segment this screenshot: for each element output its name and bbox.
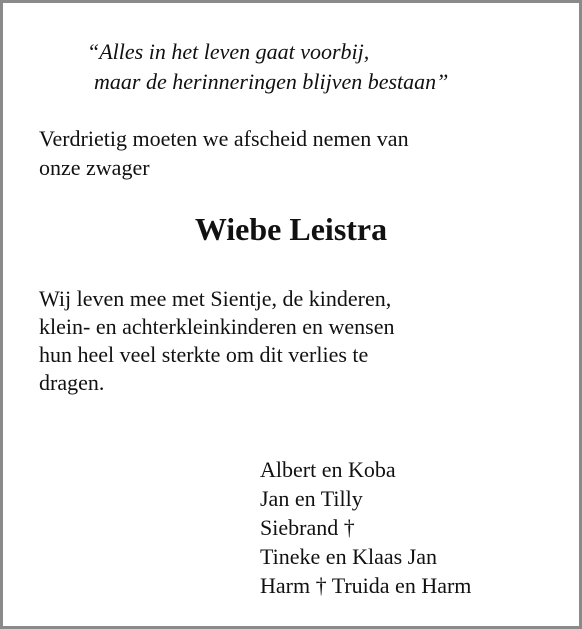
signer: Albert en Koba [260,457,396,482]
deceased-name: Wiebe Leistra [194,211,388,247]
message-line: Wij leven mee met Sientje, de kinderen, [39,286,392,311]
message-line: hun heel veel sterkte om dit verlies te [39,342,369,367]
signer: Tineke en Klaas Jan [260,544,437,569]
intro-line-1: Verdrietig moeten we afscheid nemen van [39,126,409,151]
quote-line-2: maar de herinneringen blijven bestaan” [94,69,449,94]
message-line: klein- en achterkleinkinderen en wensen [39,314,395,339]
condolence-message [39,285,549,397]
memorial-quote [87,37,448,97]
signers-list [260,455,471,600]
message-line: dragen. [39,370,105,395]
quote-line-1: “Alles in het leven gaat voorbij, [87,39,370,64]
signer: Harm † Truida en Harm [260,573,472,598]
intro-line-2: onze zwager [39,155,150,180]
intro-text [39,124,549,182]
signer: Jan en Tilly [260,486,363,511]
signer: Siebrand † [260,515,355,540]
